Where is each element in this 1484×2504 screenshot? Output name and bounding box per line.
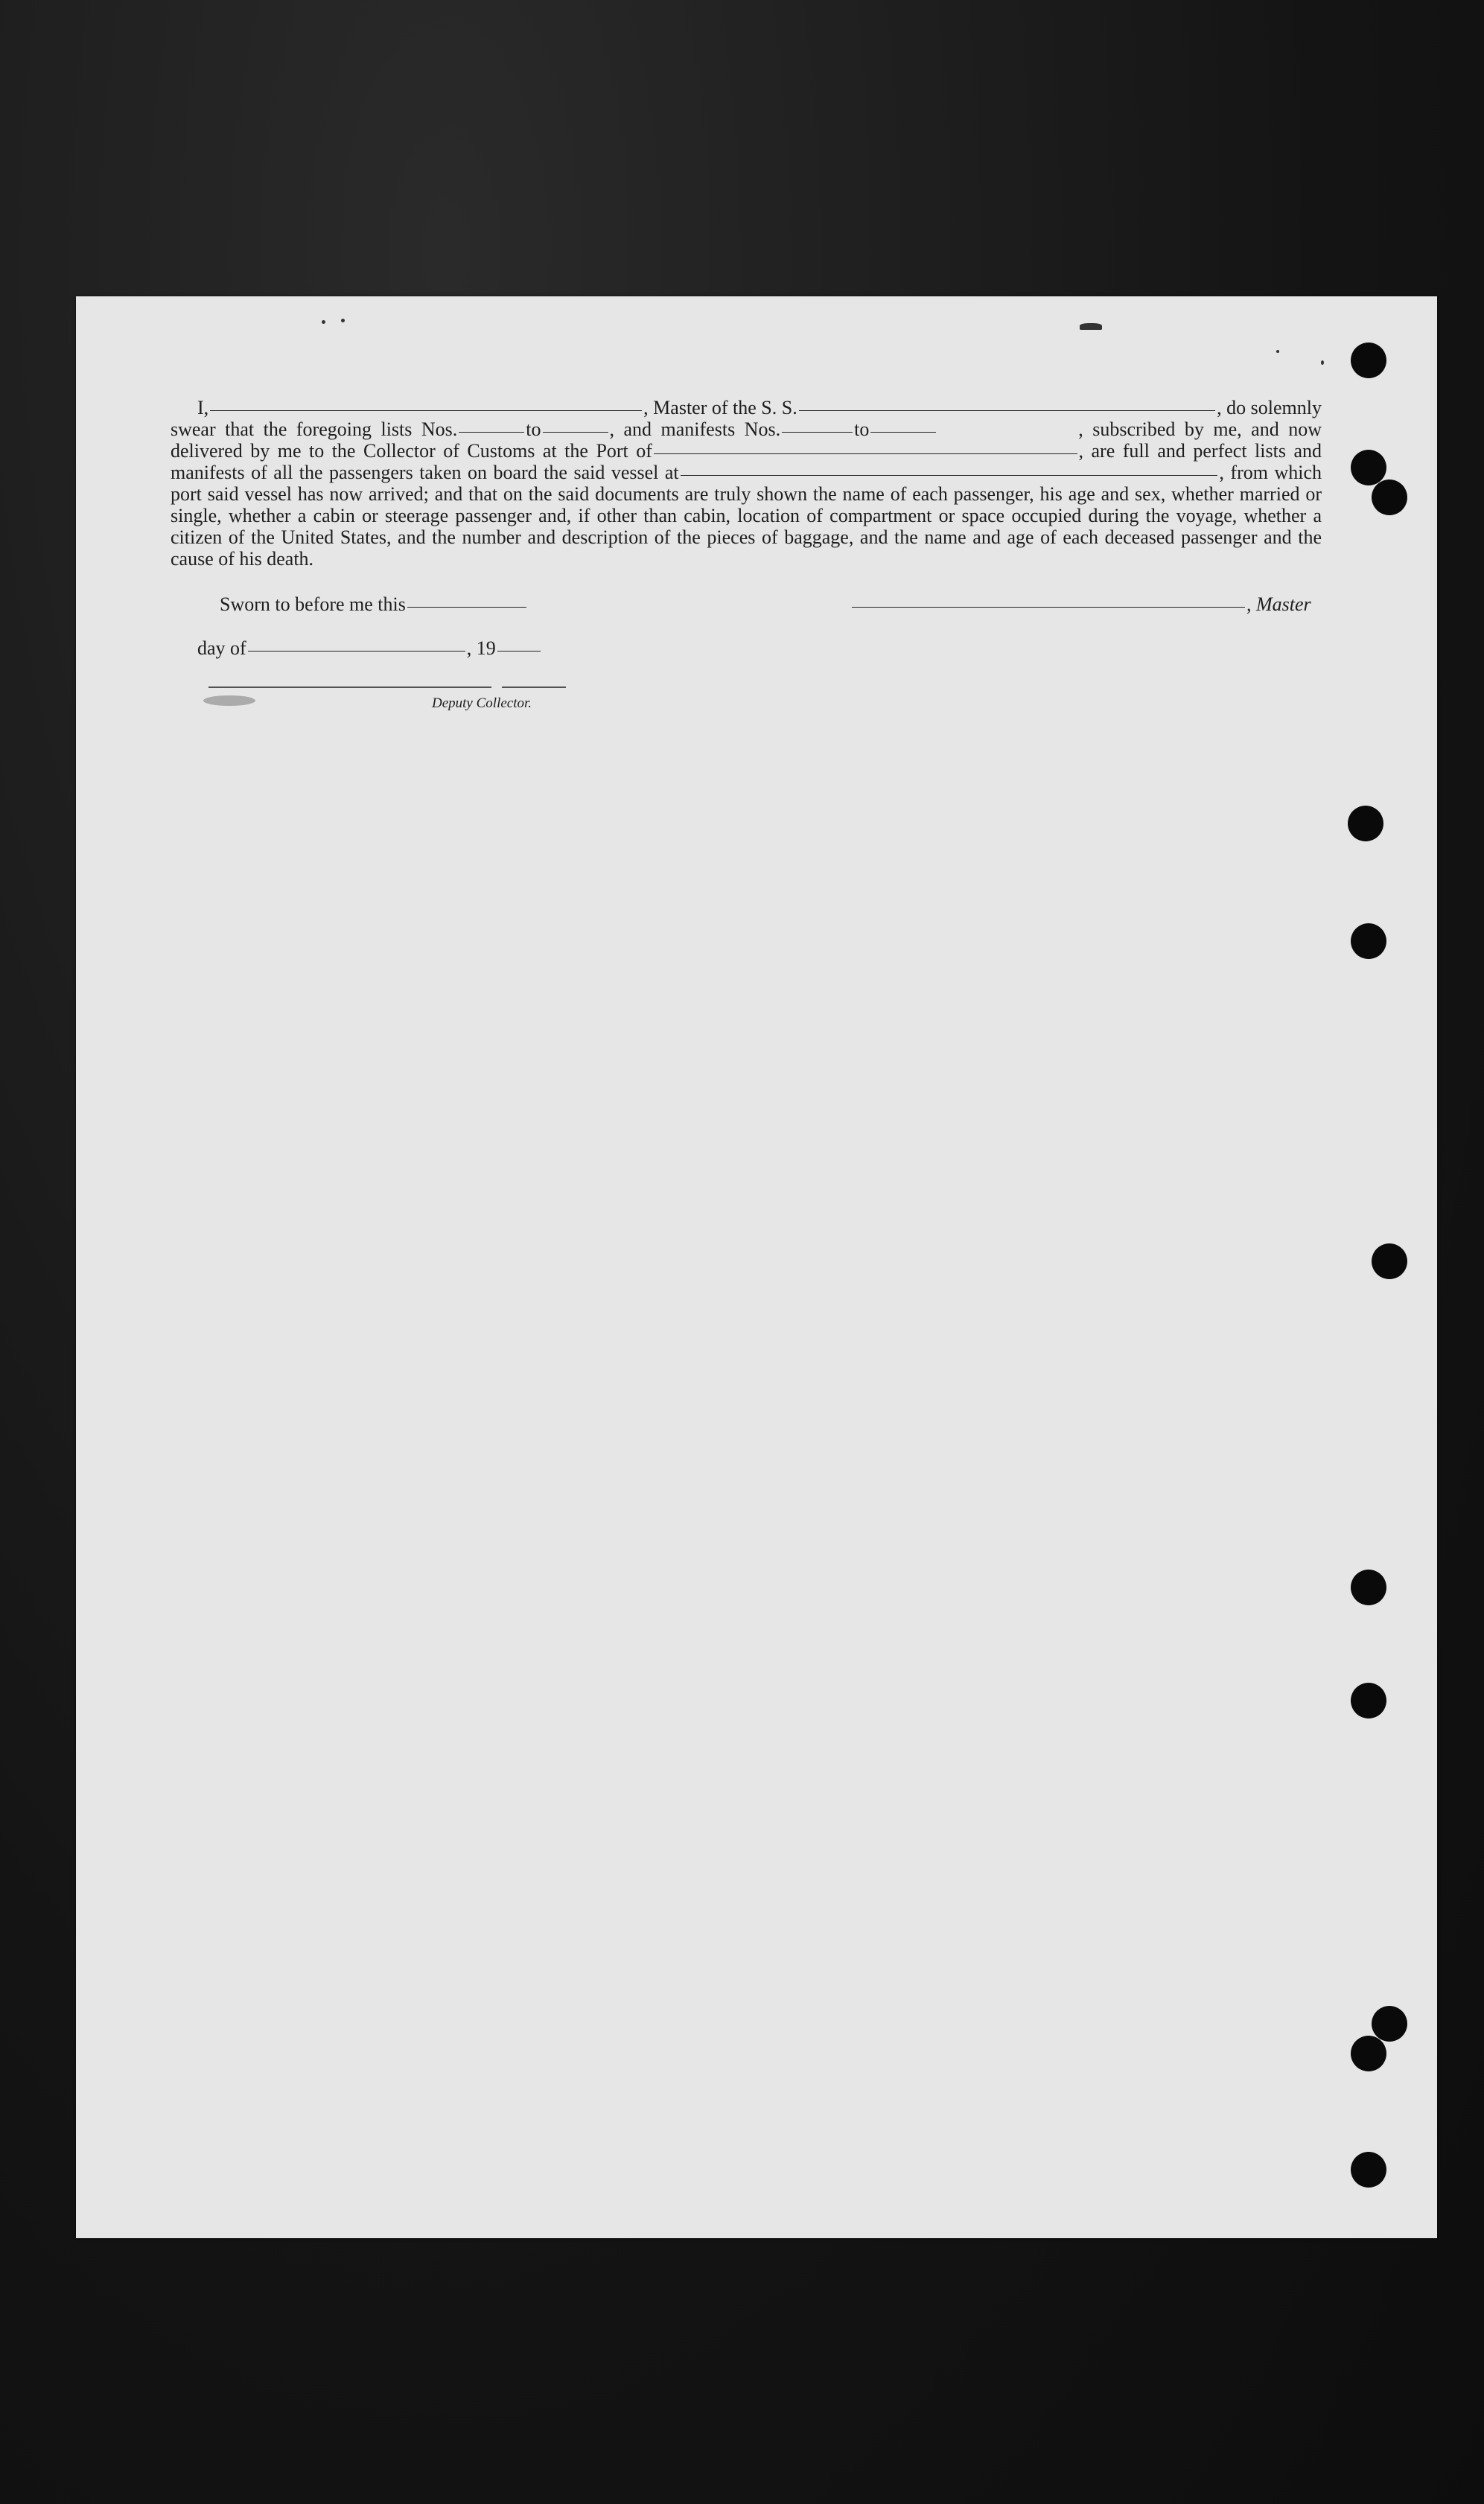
- month-blank[interactable]: [248, 651, 465, 652]
- punch-hole: [1351, 450, 1386, 485]
- subscribed-label: , subscribed by me, and now: [1078, 418, 1322, 440]
- port-blank[interactable]: [654, 453, 1077, 454]
- paper-speck: [341, 319, 345, 322]
- oath-body-text: port said vessel has now arrived; and that on the said documents are truly shown the name of each passenger, his age and sex, whether married or single, whether a cabin or steerage passenger and, if other than cabin, location of compartment or space occupied during the voyage, whether a citizen of the United States, and the number and description of the pieces of baggage, and the name and age of each deceased passenger and the cause of his death.: [171, 483, 1322, 570]
- from-which-label: , from which: [1219, 462, 1322, 483]
- day-row: [197, 637, 542, 660]
- master-name-blank[interactable]: [210, 410, 642, 411]
- list-to-blank[interactable]: [543, 432, 608, 433]
- punch-hole: [1372, 1243, 1407, 1279]
- manifest-form-page: [76, 296, 1437, 2238]
- deputy-collector-label: Deputy Collector.: [432, 695, 532, 711]
- oath-line-3: [171, 440, 1322, 462]
- punch-hole: [1372, 480, 1407, 515]
- paper-speck: [1276, 350, 1279, 353]
- paper-speck: [322, 320, 325, 324]
- punch-hole: [1351, 2036, 1386, 2071]
- paper-speck: [1321, 360, 1324, 365]
- sworn-row: [220, 593, 528, 616]
- punch-hole: [1372, 2006, 1407, 2042]
- punch-hole: [1351, 1683, 1386, 1718]
- full-perfect-label: , are full and perfect lists and: [1078, 440, 1322, 462]
- sworn-date-blank[interactable]: [407, 607, 526, 608]
- manifest-from-blank[interactable]: [782, 432, 853, 433]
- paper-speck: [203, 695, 255, 706]
- and-manifests-label: , and manifests Nos.: [609, 418, 781, 440]
- embark-port-blank[interactable]: [681, 475, 1218, 476]
- master-of-label: , Master of the S. S.: [643, 397, 797, 418]
- punch-hole: [1348, 806, 1383, 841]
- swear-label: swear that the foregoing lists Nos.: [171, 418, 458, 440]
- day-of-label: day of: [197, 637, 246, 659]
- to-label-2: to: [854, 418, 870, 440]
- list-from-blank[interactable]: [459, 432, 524, 433]
- deputy-signature-lines: [208, 686, 642, 688]
- master-signature-blank[interactable]: [852, 607, 1245, 608]
- to-label-1: to: [526, 418, 541, 440]
- year-blank[interactable]: [497, 651, 541, 652]
- punch-hole: [1351, 923, 1386, 959]
- manifest-to-blank[interactable]: [870, 432, 936, 433]
- oath-line-4: [171, 462, 1322, 483]
- master-signature-row: [850, 593, 1311, 616]
- punch-hole: [1351, 2152, 1386, 2188]
- delivered-label: delivered by me to the Collector of Customs at the Port of: [171, 440, 652, 462]
- punch-hole: [1351, 343, 1386, 378]
- manifests-all-label: manifests of all the passengers taken on board the said vessel at: [171, 462, 679, 483]
- do-solemnly-label: , do solemnly: [1217, 397, 1322, 418]
- paper-speck: [1080, 323, 1102, 330]
- sworn-label: Sworn to before me this: [220, 593, 406, 615]
- ship-name-blank[interactable]: [799, 410, 1215, 411]
- master-signature-label: , Master: [1246, 593, 1311, 615]
- oath-line-2: [171, 418, 1322, 440]
- punch-hole: [1351, 1570, 1386, 1605]
- oath-opening: I,: [197, 397, 209, 418]
- master-oath-section: [171, 397, 1322, 570]
- oath-line-1: [197, 397, 1322, 418]
- year-prefix-label: , 19: [466, 637, 496, 659]
